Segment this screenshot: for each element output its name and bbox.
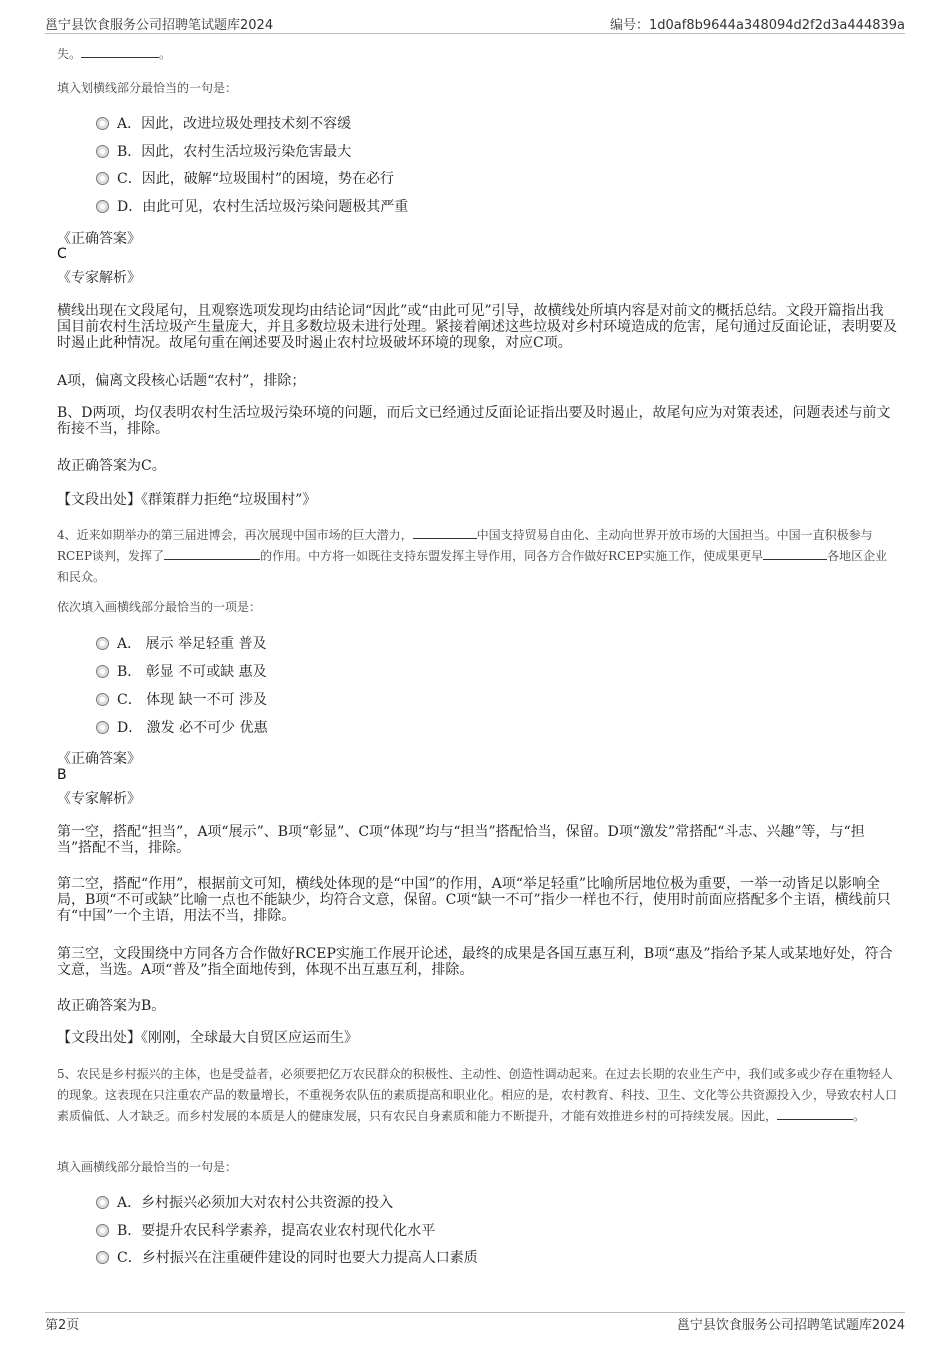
q3-option-a[interactable]: A．因此，改进垃圾处理技术刻不容缓 — [96, 114, 351, 134]
radio-icon[interactable] — [96, 1224, 109, 1237]
q4-answer-label: 《正确答案》 — [57, 751, 141, 767]
radio-icon[interactable] — [96, 721, 109, 734]
q3-answer: C — [57, 246, 67, 262]
header-title: 邕宁县饮食服务公司招聘笔试题库2024 — [45, 18, 274, 33]
q3-option-c[interactable]: C．因此，破解“垃圾围村”的困境，势在必行 — [96, 169, 394, 189]
q4-option-c[interactable]: C． 体现 缺一不可 涉及 — [96, 690, 267, 710]
radio-icon[interactable] — [96, 117, 109, 130]
q3-prompt: 填入划横线部分最恰当的一句是： — [57, 81, 238, 95]
q3-answer-label: 《正确答案》 — [57, 231, 141, 247]
q4-option-a[interactable]: A． 展示 举足轻重 普及 — [96, 634, 266, 654]
radio-icon[interactable] — [96, 145, 109, 158]
radio-icon[interactable] — [96, 200, 109, 213]
page-footer — [45, 1314, 905, 1334]
header-divider — [45, 33, 905, 34]
radio-icon[interactable] — [96, 637, 109, 650]
q3-source: 【文段出处】《群策群力拒绝“垃圾围村”》 — [57, 492, 317, 508]
header-serial: 编号：1d0af8b9644a348094d2f2d3a444839a — [610, 18, 905, 33]
page-header — [45, 10, 905, 33]
q3-option-b[interactable]: B．因此，农村生活垃圾污染危害最大 — [96, 142, 351, 162]
q4-analysis-p4: 故正确答案为B。 — [57, 998, 166, 1014]
q5-prompt: 填入画横线部分最恰当的一句是： — [57, 1160, 238, 1174]
radio-icon[interactable] — [96, 1251, 109, 1264]
q3-analysis-label: 《专家解析》 — [57, 270, 141, 286]
q3-analysis-p3: B、D两项，均仅表明农村生活垃圾污染环境的问题，而后文已经通过反面论证指出要及时遏止，故尾句应为对策表述，问题表述与前文衔接不当，排除。 — [57, 405, 891, 437]
q3-option-d[interactable]: D．由此可见，农村生活垃圾污染问题极其严重 — [96, 197, 408, 217]
page-number: 第2页 — [45, 1318, 80, 1333]
q4-analysis-p3: 第三空，文段围绕中方同各方合作做好RCEP实施工作展开论述，最终的成果是各国互惠互利，B项“惠及”指给予某人或某地好处，符合文意，当选。A项“普及”指全面地传到，体现不出互惠互利，排除。 — [57, 946, 893, 978]
footer-divider — [45, 1312, 905, 1313]
q5-option-b[interactable]: B．要提升农民科学素养，提高农业农村现代化水平 — [96, 1221, 435, 1241]
q3-analysis-p1: 横线出现在文段尾句，且观察选项发现均由结论词“因此”或“由此可见”引导，故横线处所填内容是对前文的概括总结。文段开篇指出我国目前农村生活垃圾产生量庞大，并且多数垃圾未进行处理。紧接着阐述这些垃圾对乡村环境造成的危害，尾句通过反面论证，表明要及时遏止此种情况。故尾句重在阐述要及时遏止农村垃圾破坏环境的现象，对应C项。 — [57, 303, 897, 351]
radio-icon[interactable] — [96, 665, 109, 678]
q4-stem: 4、近来如期举办的第三届进博会，再次展现中国市场的巨大潜力， 中国支持贸易自由化、主动向世界开放市场的大国担当。中国一直积极参与RCEP谈判，发挥了 的作用。中方将一如既往支持东盟发挥主导作用，同各方合作做好RCEP实施工作，使成果更早 各地区企业和民众。 — [57, 528, 888, 584]
q3-analysis-p2: A项，偏离文段核心话题“农村”，排除； — [57, 373, 306, 389]
q4-analysis-p1: 第一空，搭配“担当”，A项“展示”、B项“彰显”、C项“体现”均与“担当”搭配恰当，保留。D项“激发”常搭配“斗志、兴趣”等，与“担当”搭配不当，排除。 — [57, 824, 865, 856]
q3-analysis-p4: 故正确答案为C。 — [57, 458, 166, 474]
q5-option-c[interactable]: C．乡村振兴在注重硬件建设的同时也要大力提高人口素质 — [96, 1248, 478, 1268]
q4-prompt: 依次填入画横线部分最恰当的一项是： — [57, 600, 262, 614]
q5-option-a[interactable]: A．乡村振兴必须加大对农村公共资源的投入 — [96, 1193, 393, 1213]
q4-option-d[interactable]: D． 激发 必不可少 优惠 — [96, 718, 268, 738]
q5-stem: 5、农民是乡村振兴的主体，也是受益者，必须要把亿万农民群众的积极性、主动性、创造性调动起来。在过去长期的农业生产中，我们或多或少存在重物轻人的现象。这表现在只注重农产品的数量增长，不重视务农队伍的素质提高和职业化。相应的是，农村教育、科技、卫生、文化等公共资源投入少，导致农村人口素质偏低、人才缺乏。而乡村发展的本质是人的健康发展，只有农民自身素质和能力不断提升，才能有效推进乡村的可持续发展。因此， 。 — [57, 1067, 898, 1123]
radio-icon[interactable] — [96, 1196, 109, 1209]
q3-stem-tail: 失。 。 — [57, 47, 172, 61]
q4-option-b[interactable]: B． 彰显 不可或缺 惠及 — [96, 662, 267, 682]
radio-icon[interactable] — [96, 693, 109, 706]
q4-answer: B — [57, 767, 67, 783]
radio-icon[interactable] — [96, 172, 109, 185]
q4-source: 【文段出处】《刚刚，全球最大自贸区应运而生》 — [57, 1030, 358, 1046]
q4-analysis-label: 《专家解析》 — [57, 791, 141, 807]
footer-title: 邕宁县饮食服务公司招聘笔试题库2024 — [676, 1318, 905, 1333]
q4-analysis-p2: 第二空，搭配“作用”，根据前文可知，横线处体现的是“中国”的作用，A项“举足轻重”比喻所居地位极为重要，一举一动皆足以影响全局，B项“不可或缺”比喻一点也不能缺少，均符合文意，保留。C项“缺一不可”指少一样也不行，使用时前面应搭配多个主语，横线前只有“中国”一个主语，用法不当，排除。 — [57, 876, 891, 924]
